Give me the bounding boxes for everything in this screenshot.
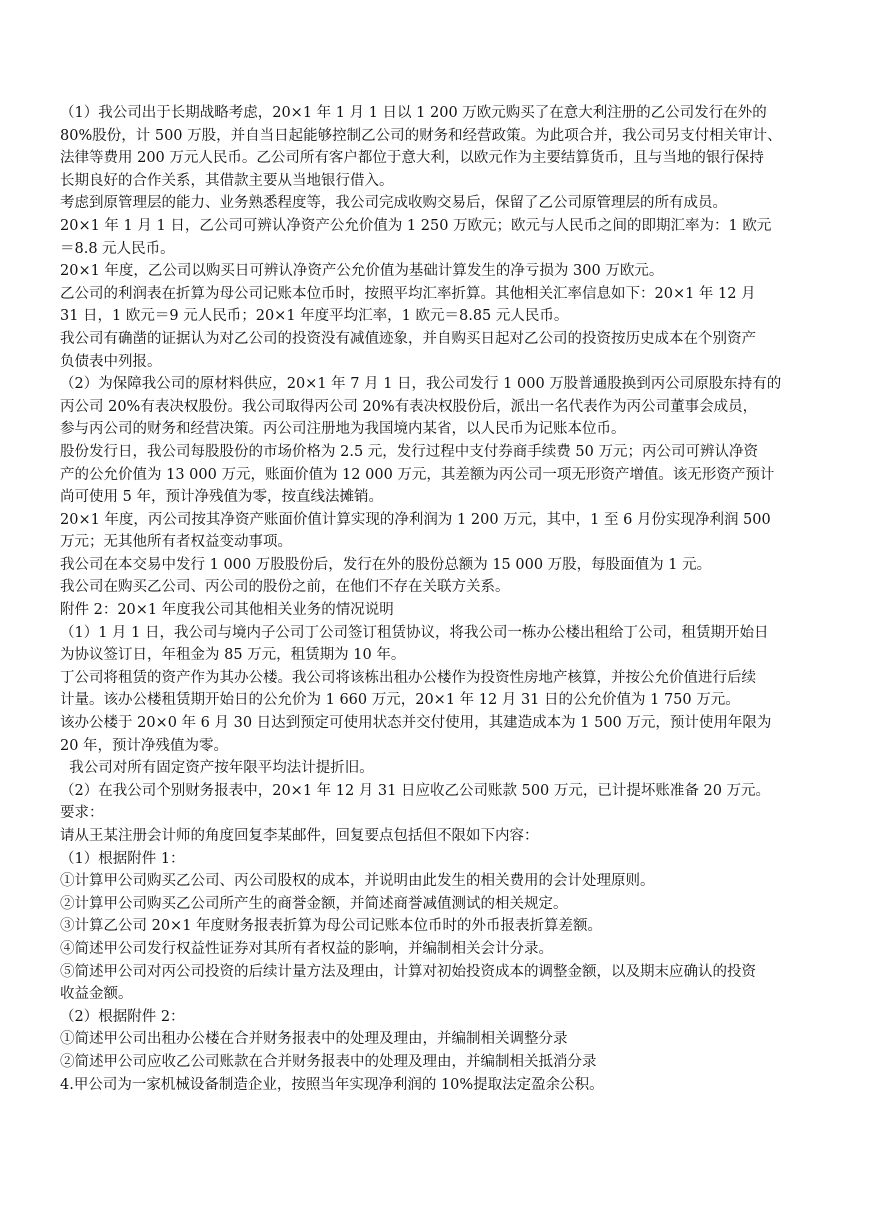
question-line: 4.甲公司为一家机械设备制造企业，按照当年实现净利润的 10%提取法定盈余公积。 bbox=[60, 1076, 604, 1093]
text-line: 请从王某注册会计师的角度回复李某邮件，回复要点包括但不限如下内容： bbox=[60, 828, 539, 844]
text-line: 丁公司将租赁的资产作为其办公楼。我公司将该栋出租办公楼作为投资性房地产核算，并按公允价值进行后续 bbox=[60, 669, 756, 686]
text-line: 该办公楼于 20×0 年 6 月 30 日达到预定可使用状态并交付使用，其建造成本为 1 500 万元，预计使用年限为 bbox=[60, 715, 772, 732]
text-line: 丙公司 20%有表决权股份。我公司取得丙公司 20%有表决权股份后，派出一名代表作为丙公司董事会成员， bbox=[60, 398, 758, 415]
text-line: 长期良好的合作关系，其借款主要从当地银行借入。 bbox=[60, 172, 394, 189]
document-body bbox=[60, 102, 808, 1096]
requirement-item: ⑤简述甲公司对丙公司投资的后续计量方法及理由，计算对初始投资成本的调整金额，以及期末应确认的投资 bbox=[60, 963, 756, 980]
requirement-item: ①简述甲公司出租办公楼在合并财务报表中的处理及理由，并编制相关调整分录 bbox=[60, 1031, 568, 1048]
requirement-item: ②计算甲公司购买乙公司所产生的商誉金额，并简述商誉减值测试的相关规定。 bbox=[60, 895, 568, 912]
text-line: 乙公司的利润表在折算为母公司记账本位币时，按照平均汇率折算。其他相关汇率信息如下：20×1 年 12 月 bbox=[60, 285, 756, 302]
text-line: 收益金额。 bbox=[60, 986, 133, 1003]
text-line: （2）在我公司个别财务报表中，20×1 年 12 月 31 日应收乙公司账款 500 万元，已计提坏账准备 20 万元。 bbox=[60, 782, 771, 799]
text-line: 计量。该办公楼租赁期开始日的公允价为 1 660 万元，20×1 年 12 月 31 日的公允价值为 1 750 万元。 bbox=[60, 692, 740, 709]
text-line: 产的公允价值为 13 000 万元，账面价值为 12 000 万元，其差额为丙公司一项无形资产增值。该无形资产预计 bbox=[60, 466, 775, 483]
text-line: 31 日，1 欧元＝9 元人民币；20×1 年度平均汇率，1 欧元＝8.85 元人民币。 bbox=[60, 308, 569, 325]
text-line: 20×1 年 1 月 1 日，乙公司可辨认净资产公允价值为 1 250 万欧元；欧元与人民币之间的即期汇率为：1 欧元 bbox=[60, 217, 772, 234]
requirements-heading: 要求： bbox=[60, 805, 104, 822]
text-line: （1）1 月 1 日，我公司与境内子公司丁公司签订租赁协议，将我公司一栋办公楼出租给丁公司，租赁期开始日 bbox=[60, 624, 769, 641]
text-line: ＝8.8 元人民币。 bbox=[60, 240, 175, 257]
text-line: 为协议签订日，年租金为 85 万元，租赁期为 10 年。 bbox=[60, 647, 406, 664]
text-line: （2）为保障我公司的原材料供应，20×1 年 7 月 1 日，我公司发行 1 000 万股普通股换到丙公司原股东持有的 bbox=[60, 376, 782, 393]
text-line: 我公司对所有固定资产按年限平均法计提折旧。 bbox=[60, 760, 374, 777]
text-line: （1）我公司出于长期战略考虑，20×1 年 1 月 1 日以 1 200 万欧元购买了在意大利注册的乙公司发行在外的 bbox=[60, 105, 767, 121]
text-line: 80%股份，计 500 万股，并自当日起能够控制乙公司的财务和经营政策。为此项合并，我公司另支付相关审计、 bbox=[60, 127, 782, 144]
text-line: 20 年，预计净残值为零。 bbox=[60, 737, 229, 754]
text-line: 股份发行日，我公司每股股份的市场价格为 2.5 元，发行过程中支付券商手续费 50 万元；丙公司可辨认净资 bbox=[60, 443, 758, 460]
text-line: 参与丙公司的财务和经营决策。丙公司注册地为我国境内某省，以人民币为记账本位币。 bbox=[60, 421, 626, 438]
requirement-item: ③计算乙公司 20×1 年度财务报表折算为母公司记账本位币时的外币报表折算差额。 bbox=[60, 918, 603, 935]
text-line: 20×1 年度，丙公司按其净资产账面价值计算实现的净利润为 1 200 万元，其中，1 至 6 月份实现净利润 500 bbox=[60, 511, 771, 528]
text-line: 万元；无其他所有者权益变动事项。 bbox=[60, 534, 292, 551]
text-line: 负债表中列报。 bbox=[60, 353, 162, 370]
section-heading: 附件 2：20×1 年度我公司其他相关业务的情况说明 bbox=[60, 602, 394, 619]
text-line: 我公司有确凿的证据认为对乙公司的投资没有减值迹象，并自购买日起对乙公司的投资按历史成本在个别资产 bbox=[60, 330, 756, 347]
text-line: （2）根据附件 2： bbox=[60, 1008, 185, 1025]
text-line: 尚可使用 5 年，预计净残值为零，按直线法摊销。 bbox=[60, 489, 383, 506]
text-line: 我公司在购买乙公司、丙公司的股份之前，在他们不存在关联方关系。 bbox=[60, 579, 510, 596]
requirement-item: ④简述甲公司发行权益性证券对其所有者权益的影响，并编制相关会计分录。 bbox=[60, 940, 553, 957]
text-line: 20×1 年度，乙公司以购买日可辨认净资产公允价值为基础计算发生的净亏损为 300 万欧元。 bbox=[60, 263, 664, 280]
requirement-item: ②简述甲公司应收乙公司账款在合并财务报表中的处理及理由，并编制相关抵消分录 bbox=[60, 1053, 597, 1070]
text-line: 我公司在本交易中发行 1 000 万股股份后，发行在外的股份总额为 15 000 万股，每股面值为 1 元。 bbox=[60, 556, 712, 573]
text-line: （1）根据附件 1： bbox=[60, 850, 185, 867]
text-line: 法律等费用 200 万元人民币。乙公司所有客户都位于意大利，以欧元作为主要结算货币，且与当地的银行保持 bbox=[60, 150, 764, 167]
requirement-item: ①计算甲公司购买乙公司、丙公司股权的成本，并说明由此发生的相关费用的会计处理原则。 bbox=[60, 873, 655, 890]
text-line: 考虑到原管理层的能力、业务熟悉程度等，我公司完成收购交易后，保留了乙公司原管理层的所有成员。 bbox=[60, 195, 727, 212]
